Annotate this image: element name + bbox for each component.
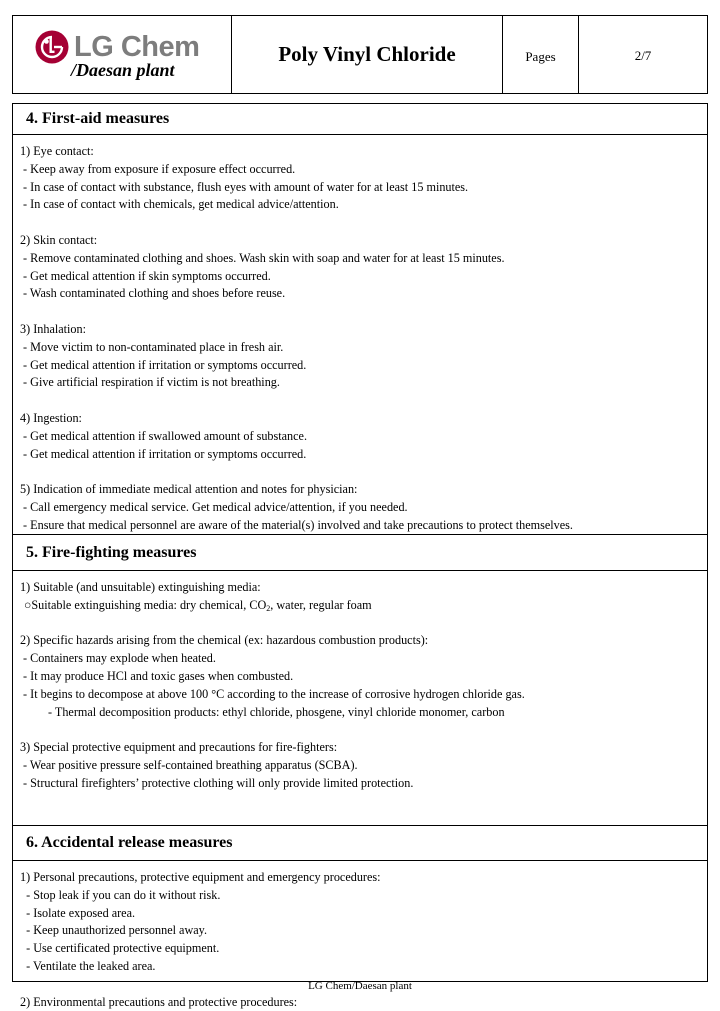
document-title: Poly Vinyl Chloride bbox=[278, 42, 456, 66]
media-text: ○Suitable extinguishing media: dry chemical, CO bbox=[24, 597, 267, 612]
eye-contact-item: - In case of contact with chemicals, get medical advice/attention. bbox=[20, 197, 339, 212]
plant-name: /Daesan plant bbox=[71, 60, 175, 80]
indication-item: - Call emergency medical service. Get medical advice/attention, if you needed. bbox=[20, 499, 408, 514]
specific-hazards-item: - It begins to decompose at above 100 °C according to the increase of corrosive hydrogen chloride gas. bbox=[20, 686, 525, 701]
environmental-precautions-title: 2) Environmental precautions and protective procedures: bbox=[20, 994, 298, 1009]
personal-precautions-item: - Keep unauthorized personnel away. bbox=[20, 923, 208, 938]
personal-precautions-item: - Stop leak if you can do it without risk. bbox=[20, 887, 221, 902]
extinguishing-media-title: 1) Suitable (and unsuitable) extinguishing media: bbox=[20, 580, 261, 594]
extinguishing-media-item bbox=[20, 597, 707, 615]
section-6-title bbox=[13, 826, 707, 861]
indication-title: 5) Indication of immediate medical attention and notes for physician: bbox=[20, 482, 358, 497]
eye-contact-item: - In case of contact with substance, flush eyes with amount of water for at least 15 minutes. bbox=[20, 179, 469, 194]
lg-face-logo-icon bbox=[35, 30, 69, 64]
page-footer: LG Chem/Daesan plant bbox=[308, 980, 412, 992]
specific-hazards-subitem: - Thermal decomposition products: ethyl chloride, phosgene, vinyl chloride monomer, carbon bbox=[48, 704, 505, 719]
protective-equipment-item: - Structural firefighters’ protective clothing will only provide limited protection. bbox=[20, 775, 414, 790]
personal-precautions-item: - Ventilate the leaked area. bbox=[20, 958, 156, 973]
section-4-heading: 4. First-aid measures bbox=[26, 110, 170, 127]
personal-precautions-title: 1) Personal precautions, protective equipment and emergency procedures: bbox=[20, 870, 381, 884]
media-text-end: , water, regular foam bbox=[270, 597, 372, 612]
lg-chem-logo bbox=[35, 30, 199, 64]
personal-precautions-item: - Use certificated protective equipment. bbox=[20, 941, 220, 956]
indication-item: - Ensure that medical personnel are aware of the material(s) involved and take precautions to protect themselves. bbox=[20, 517, 573, 532]
media-subscript: 2 bbox=[266, 603, 271, 613]
specific-hazards-title: 2) Specific hazards arising from the chemical (ex: hazardous combustion products): bbox=[20, 633, 429, 648]
section-5-body bbox=[13, 571, 707, 826]
skin-contact-item: - Remove contaminated clothing and shoes. Wash skin with soap and water for at least 15 minutes. bbox=[20, 250, 505, 265]
inhalation-item: - Get medical attention if irritation or symptoms occurred. bbox=[20, 357, 307, 372]
eye-contact-title: 1) Eye contact: bbox=[20, 144, 94, 158]
skin-contact-item: - Wash contaminated clothing and shoes before reuse. bbox=[20, 286, 286, 301]
logo-cell bbox=[13, 16, 232, 93]
inhalation-item: - Give artificial respiration if victim is not breathing. bbox=[20, 375, 280, 390]
section-4-body bbox=[13, 135, 707, 535]
personal-precautions-item: - Isolate exposed area. bbox=[20, 905, 136, 920]
ingestion-item: - Get medical attention if swallowed amount of substance. bbox=[20, 428, 308, 443]
logo-text: LG Chem bbox=[74, 31, 200, 63]
pages-label-cell bbox=[503, 16, 579, 93]
title-cell bbox=[232, 16, 503, 93]
eye-contact-item: - Keep away from exposure if exposure effect occurred. bbox=[20, 161, 296, 176]
protective-equipment-item: - Wear positive pressure self-contained breathing apparatus (SCBA). bbox=[20, 757, 358, 772]
specific-hazards-item: - Containers may explode when heated. bbox=[20, 651, 216, 666]
skin-contact-title: 2) Skin contact: bbox=[20, 232, 98, 247]
document-header bbox=[12, 15, 708, 94]
inhalation-title: 3) Inhalation: bbox=[20, 321, 86, 336]
ingestion-title: 4) Ingestion: bbox=[20, 410, 82, 425]
section-5-title bbox=[13, 535, 707, 571]
skin-contact-item: - Get medical attention if skin symptoms occurred. bbox=[20, 268, 271, 283]
ingestion-item: - Get medical attention if irritation or symptoms occurred. bbox=[20, 446, 307, 461]
section-6-heading: 6. Accidental release measures bbox=[26, 834, 233, 851]
page-number-cell bbox=[579, 16, 707, 93]
pages-label: Pages bbox=[525, 49, 556, 64]
protective-equipment-title: 3) Special protective equipment and precautions for fire-fighters: bbox=[20, 740, 338, 755]
section-5-heading: 5. Fire-fighting measures bbox=[26, 543, 197, 561]
page-number: 2/7 bbox=[634, 48, 652, 63]
inhalation-item: - Move victim to non-contaminated place in fresh air. bbox=[20, 339, 284, 354]
section-4-title bbox=[13, 104, 707, 135]
specific-hazards-item: - It may produce HCl and toxic gases when combusted. bbox=[20, 668, 294, 683]
